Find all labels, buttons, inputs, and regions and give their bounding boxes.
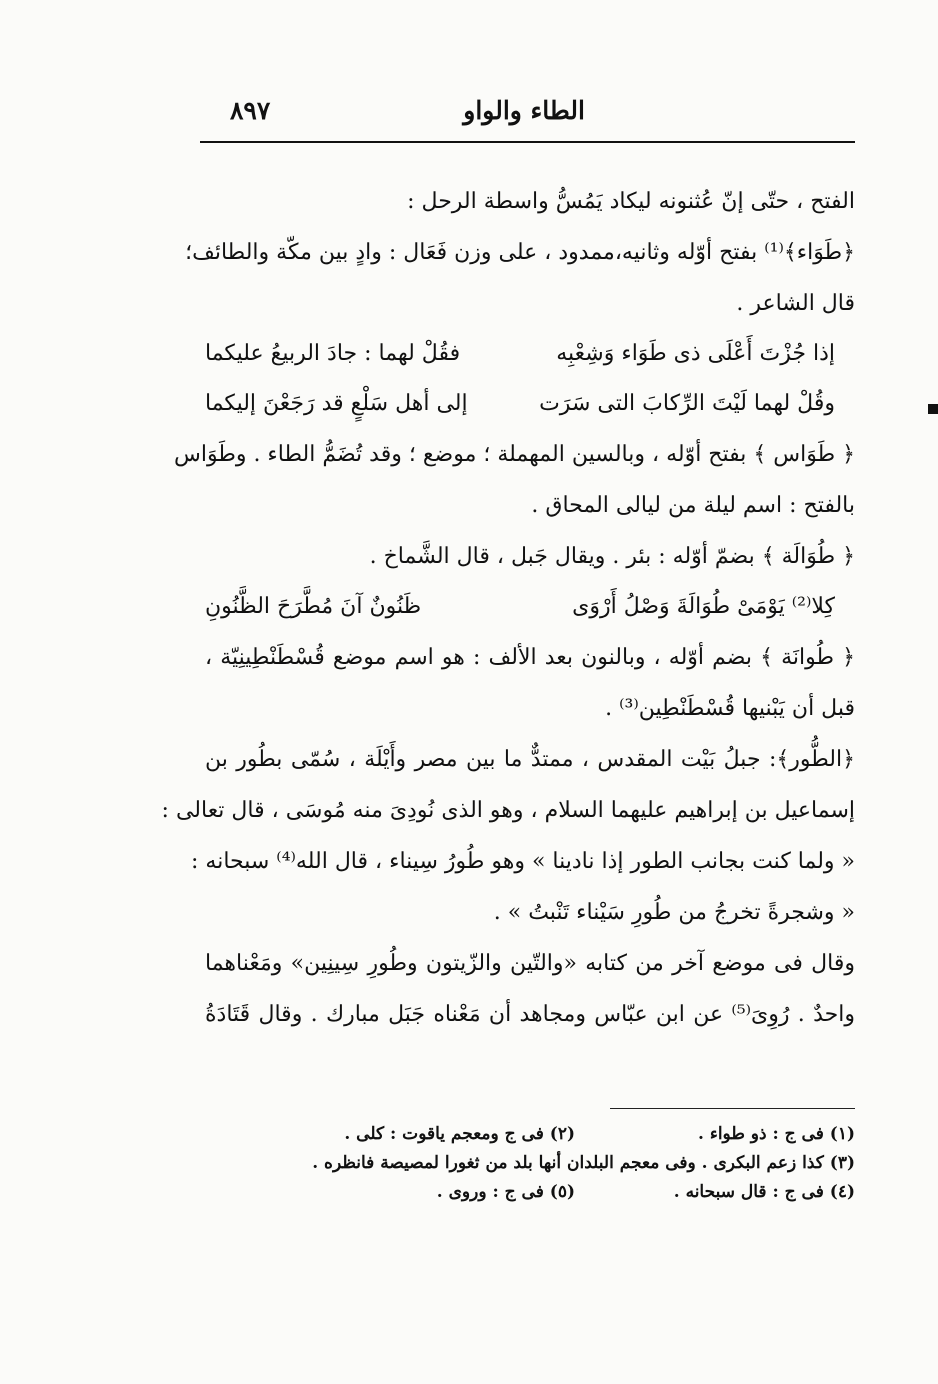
text-line: « ولما كنت بجانب الطور إذا نادينا » وهو طُورُ سِيناء ، قال الله⁽⁴⁾ سبحانه :: [191, 849, 855, 874]
entry-tawa: ﴿طَوَاء﴾⁽¹⁾ بفتح أوّله وثانيه،ممدود ، على وزن فَعَال : وادٍ بين مكّة والطائف؛: [185, 240, 855, 265]
footnote-rule: [610, 1108, 855, 1109]
verse-hemistich: ظَنُونٌ آنَ مُطَّرَحَ الظَّنُونِ: [205, 594, 422, 619]
verse-line: [205, 582, 855, 632]
entry-tuwala: ﴿ طُوَالَة ﴾ بضمّ أوّله : بئر . ويقال جَبل ، قال الشَّماخ .: [369, 544, 855, 569]
verse-hemistich: وقُلْ لهما لَيْتَ الرِّكابَ التى سَرَت: [539, 391, 835, 416]
text-line: إسماعيل بن إبراهيم عليهما السلام ، وهو الذى نُودِىَ منه مُوسَى ، قال تعالى :: [161, 798, 855, 823]
entry-tawas: ﴿ طَوَاس ﴾ بفتح أوّله ، وبالسين المهملة ؛ موضع ؛ وقد تُضَمُّ الطاء . وطَوَاس: [173, 442, 855, 467]
text-line: وقال فى موضع آخر من كتابه «والتّين والزّيتون وطُورِ سِينِين» ومَعْناهما: [205, 951, 855, 976]
text-line: قال الشاعر .: [736, 291, 855, 316]
text-line: الفتح ، حتّى إنّ عُثنونه ليكاد يَمُسُّ واسطة الرحل :: [407, 189, 855, 214]
header-rule: [200, 141, 855, 143]
text-line: واحدٌ . رُوِىَ⁽⁵⁾ عن ابن عبّاس ومجاهد أن مَعْناه جَبَل مبارك . وقال قَتَادَةُ: [205, 1002, 855, 1027]
running-title: الطاء والواو: [463, 96, 585, 125]
text-line: بالفتح : اسم ليلة من ليالى المحاق .: [531, 493, 855, 518]
verse-line: [205, 329, 855, 379]
entry-tuwana: ﴿ طُوانَة ﴾ بضم أوّله ، وبالنون بعد الألف : هو اسم موضع قُسْطَنْطِينِيّة ،: [205, 645, 855, 670]
verse-hemistich: فقُلْ لهما : جادَ الربيعُ عليكما: [205, 341, 461, 366]
verse-hemistich: كِلا⁽²⁾ يَوْمَىْ طُوَالَةَ وَصْلُ أَرْوَى: [572, 594, 835, 619]
main-text: [161, 176, 855, 1040]
page-number: ٨٩٧: [230, 96, 271, 125]
footnote: (١) فى ج : ذو طواء .: [697, 1124, 855, 1144]
footnote: (٢) فى ج ومعجم ياقوت : كلى .: [344, 1124, 575, 1144]
verse-line: [205, 379, 855, 429]
running-header: [200, 88, 850, 134]
text-line: قبل أن يَبْنيها قُسْطَنْطِين⁽³⁾ .: [605, 696, 855, 721]
text-line: « وشجرةً تخرجُ من طُورِ سَيْناء تَنْبتُ » .: [493, 900, 855, 925]
footnote: (٥) فى ج : وروى .: [436, 1182, 575, 1202]
verse-hemistich: إلى أهل سَلْعٍ قد رَجَعْنَ إليكما: [205, 391, 468, 416]
entry-tur: ﴿الطُّور﴾: جبلُ بَيْت المقدس ، ممتدٌّ ما بين مصر وأَيْلَة ، سُمّى بطُور بن: [205, 747, 855, 772]
footnote: (٣) كذا زعم البكرى . وفى معجم البلدان أنها بلد من ثغورا لمصيصة فانظره .: [312, 1153, 855, 1173]
verse-hemistich: إذا جُزْتَ أَعْلَى ذى طَوَاء وَشِعْبِه: [556, 341, 835, 366]
footnotes: [230, 1120, 855, 1207]
margin-mark: [928, 404, 938, 414]
footnote: (٤) فى ج : قال سبحانه .: [673, 1182, 855, 1202]
